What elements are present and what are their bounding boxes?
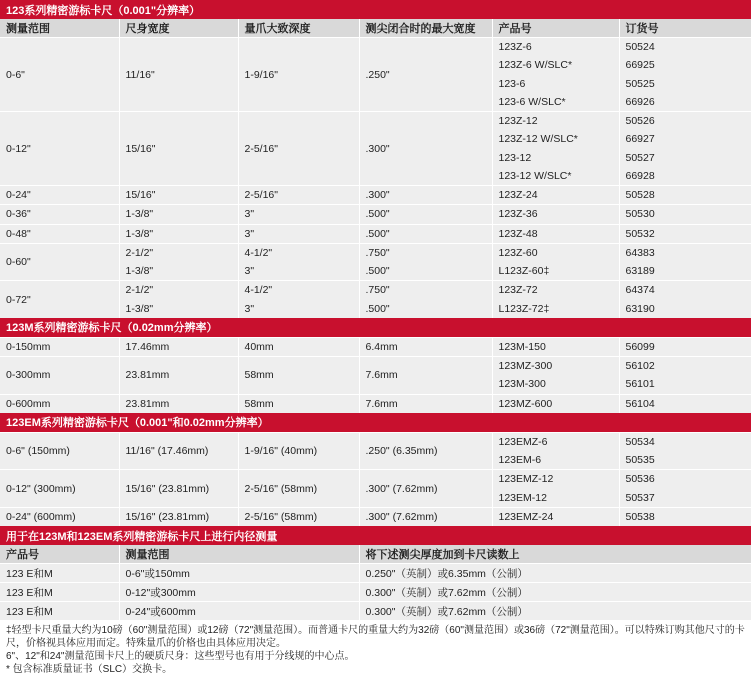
product-number: 123Z-12 — [498, 115, 538, 127]
product-number-cell — [492, 281, 619, 318]
width-cell: 11/16" (17.46mm) — [119, 432, 238, 470]
order-number: 56099 — [625, 340, 655, 353]
table-row — [0, 357, 751, 395]
tip-thickness-cell: 0.300"（英制）或7.62mm（公制） — [359, 583, 751, 602]
width-value-cell — [119, 243, 238, 281]
order-number: 50526 — [625, 115, 655, 127]
column-header: 产品号 — [0, 545, 119, 564]
width-value: 1-3/8" — [125, 302, 154, 315]
tip-value-cell — [359, 243, 492, 281]
header-row — [0, 19, 751, 38]
product-number-cell — [492, 394, 619, 413]
depth-cell: 2-5/16" — [238, 112, 359, 186]
range-cell: 0-48" — [0, 224, 119, 243]
order-number: 64374 — [625, 284, 655, 297]
product-number: 123Z-24 — [498, 189, 538, 201]
column-header: 测尖闭合时的最大宽度 — [359, 19, 492, 38]
section-title: 123EM系列精密游标卡尺（0.001"和0.02mm分辨率） — [0, 413, 751, 433]
order-number: 50537 — [625, 491, 655, 504]
order-number: 50532 — [625, 227, 655, 240]
width-cell: 15/16" — [119, 112, 238, 186]
depth-value: 4-1/2" — [244, 284, 273, 297]
column-header: 订货号 — [619, 19, 751, 38]
section-title: 123系列精密游标卡尺（0.001"分辨率） — [0, 0, 751, 19]
product-cell: 123 E和M — [0, 564, 119, 583]
column-header: 产品号 — [492, 19, 619, 38]
depth-cell: 1-9/16" (40mm) — [238, 432, 359, 470]
product-number-cell — [492, 112, 619, 186]
order-number: 66925 — [625, 59, 655, 72]
range-cell: 0-6" — [0, 38, 119, 112]
order-number: 63189 — [625, 265, 655, 277]
width-cell: 15/16" (23.81mm) — [119, 507, 238, 526]
section-title: 用于在123M和123EM系列精密游标卡尺上进行内径测量 — [0, 526, 751, 545]
footnote-slc: * 包含标准质量证书（SLC）交换卡。 — [6, 664, 173, 675]
column-header: 尺身宽度 — [119, 19, 238, 38]
order-number-cell — [619, 357, 751, 395]
tip-cell: .300" (7.62mm) — [359, 507, 492, 526]
range-cell: 0-12" (300mm) — [0, 470, 119, 508]
order-number-cell — [619, 224, 751, 243]
table-row — [0, 432, 751, 470]
order-number: 50534 — [625, 435, 655, 448]
table-row — [0, 112, 751, 186]
order-number-cell — [619, 38, 751, 112]
range-cell: 0-24" — [0, 186, 119, 205]
product-number: 123EM-6 — [498, 454, 542, 466]
order-number-cell — [619, 337, 751, 356]
tip-value: .500" — [365, 302, 390, 315]
product-number: 123M-300 — [498, 378, 546, 391]
product-number-cell — [492, 432, 619, 470]
order-number-cell — [619, 507, 751, 526]
order-number: 56104 — [625, 397, 655, 410]
section-title-row — [0, 318, 751, 338]
tip-cell: .500" — [359, 224, 492, 243]
product-number: 123EM-12 — [498, 491, 547, 504]
depth-value-cell — [238, 243, 359, 281]
range-cell: 0-72" — [0, 281, 119, 318]
width-value: 2-1/2" — [125, 284, 154, 297]
column-header: 将下述测尖厚度加到卡尺读数上 — [359, 545, 751, 564]
product-number: 123Z-6 W/SLC* — [498, 59, 573, 72]
table-row — [0, 38, 751, 112]
width-cell: 11/16" — [119, 38, 238, 112]
tip-cell: .300" (7.62mm) — [359, 470, 492, 508]
table-row — [0, 281, 751, 318]
order-number: 50538 — [625, 510, 655, 523]
range-cell: 0-6" (150mm) — [0, 432, 119, 470]
product-number: 123Z-48 — [498, 227, 538, 240]
section-title-row — [0, 0, 751, 19]
order-number: 66928 — [625, 169, 655, 182]
product-cell: 123 E和M — [0, 602, 119, 621]
range-cell: 0-300mm — [0, 357, 119, 395]
product-number-cell — [492, 38, 619, 112]
depth-cell: 3" — [238, 205, 359, 224]
product-number: 123M-150 — [498, 340, 546, 353]
table-row — [0, 564, 751, 583]
product-number-cell — [492, 507, 619, 526]
width-value: 1-3/8" — [125, 265, 154, 277]
tip-cell: 7.6mm — [359, 394, 492, 413]
depth-value: 3" — [244, 302, 255, 315]
order-number-cell — [619, 281, 751, 318]
order-number-cell — [619, 243, 751, 281]
depth-cell: 40mm — [238, 337, 359, 356]
order-number: 50535 — [625, 454, 655, 466]
footnotes — [0, 620, 751, 676]
tip-thickness-cell: 0.300"（英制）或7.62mm（公制） — [359, 602, 751, 621]
width-cell: 23.81mm — [119, 357, 238, 395]
tip-value: .500" — [365, 265, 390, 277]
tip-cell: .300" — [359, 186, 492, 205]
column-header: 测量范围 — [0, 19, 119, 38]
width-cell: 1-3/8" — [119, 224, 238, 243]
order-number: 50525 — [625, 77, 655, 90]
depth-cell: 58mm — [238, 394, 359, 413]
order-number: 64383 — [625, 246, 655, 259]
product-number: 123Z-6 — [498, 41, 532, 53]
table-row — [0, 507, 751, 526]
footnote-hardened-frame: 6"、12"和24"测量范围卡尺上的硬质尺身：这些型号也有用于分线规的中心点。 — [6, 651, 355, 662]
product-cell: 123 E和M — [0, 583, 119, 602]
range-cell: 0-6"或150mm — [119, 564, 359, 583]
width-cell: 23.81mm — [119, 394, 238, 413]
table-row — [0, 470, 751, 508]
range-cell: 0-24"或600mm — [119, 602, 359, 621]
range-cell: 0-60" — [0, 243, 119, 281]
order-number-cell — [619, 112, 751, 186]
tip-cell: .250" (6.35mm) — [359, 432, 492, 470]
product-number-cell — [492, 205, 619, 224]
range-cell: 0-36" — [0, 205, 119, 224]
product-number: 123EMZ-12 — [498, 473, 554, 486]
product-number: 123-12 — [498, 151, 532, 164]
order-number: 66927 — [625, 133, 655, 146]
tip-value-cell — [359, 281, 492, 318]
order-number: 50524 — [625, 41, 655, 53]
range-cell: 0-12"或300mm — [119, 583, 359, 602]
width-cell: 1-3/8" — [119, 205, 238, 224]
section-title-row — [0, 413, 751, 433]
range-cell: 0-150mm — [0, 337, 119, 356]
order-number: 50536 — [625, 473, 655, 486]
depth-cell: 1-9/16" — [238, 38, 359, 112]
column-header: 量爪大致深度 — [238, 19, 359, 38]
order-number-cell — [619, 432, 751, 470]
width-cell: 17.46mm — [119, 337, 238, 356]
order-number: 56101 — [625, 378, 655, 391]
table-row — [0, 583, 751, 602]
product-number-cell — [492, 186, 619, 205]
product-number: 123-6 — [498, 77, 526, 90]
tip-cell: .500" — [359, 205, 492, 224]
tip-value: .750" — [365, 246, 390, 259]
section-title-row — [0, 526, 751, 545]
product-number: 123MZ-600 — [498, 397, 553, 410]
tip-value: .750" — [365, 284, 390, 297]
column-header: 测量范围 — [119, 545, 359, 564]
product-number-cell — [492, 470, 619, 508]
product-number-cell — [492, 357, 619, 395]
product-number: 123-12 W/SLC* — [498, 169, 572, 182]
section-title: 123M系列精密游标卡尺（0.02mm分辨率） — [0, 318, 751, 338]
width-value-cell — [119, 281, 238, 318]
product-number: 123EMZ-24 — [498, 510, 554, 523]
order-number: 50528 — [625, 189, 655, 201]
footnote-weight: ‡轻型卡尺重量大约为10磅（60"测量范围）或12磅（72"测量范围）。而普通卡尺的重量大约为32磅（60"测量范围）或36磅（72"测量范围）。可以特殊订购其他尺寸的卡尺，价格视具体应用而定。特殊量爪的价格也由具体应用决定。 — [6, 625, 745, 649]
product-number: 123MZ-300 — [498, 360, 553, 372]
product-number: 123Z-36 — [498, 208, 538, 221]
order-number: 50527 — [625, 151, 655, 164]
product-number: 123-6 W/SLC* — [498, 95, 566, 108]
product-number: L123Z-72‡ — [498, 302, 550, 315]
tip-cell: 6.4mm — [359, 337, 492, 356]
product-number: 123Z-12 W/SLC* — [498, 133, 578, 146]
order-number-cell — [619, 205, 751, 224]
product-number-cell — [492, 243, 619, 281]
product-number: 123Z-72 — [498, 284, 538, 297]
order-number-cell — [619, 186, 751, 205]
depth-cell: 2-5/16" (58mm) — [238, 507, 359, 526]
depth-cell: 2-5/16" (58mm) — [238, 470, 359, 508]
order-number: 56102 — [625, 360, 655, 372]
order-number: 50530 — [625, 208, 655, 221]
range-cell: 0-24" (600mm) — [0, 507, 119, 526]
product-number: 123EMZ-6 — [498, 435, 548, 448]
depth-value: 4-1/2" — [244, 246, 273, 259]
width-value: 2-1/2" — [125, 246, 154, 259]
table-row — [0, 394, 751, 413]
table-row — [0, 337, 751, 356]
product-number-cell — [492, 224, 619, 243]
tip-cell: .300" — [359, 112, 492, 186]
tip-cell: .250" — [359, 38, 492, 112]
depth-cell: 2-5/16" — [238, 186, 359, 205]
order-number: 66926 — [625, 95, 655, 108]
order-number-cell — [619, 470, 751, 508]
table-row — [0, 243, 751, 281]
product-number: 123Z-60 — [498, 246, 538, 259]
table-row — [0, 602, 751, 621]
order-number-cell — [619, 394, 751, 413]
range-cell: 0-12" — [0, 112, 119, 186]
product-number: L123Z-60‡ — [498, 265, 550, 277]
depth-cell: 58mm — [238, 357, 359, 395]
order-number: 63190 — [625, 302, 655, 315]
tip-cell: 7.6mm — [359, 357, 492, 395]
product-number-cell — [492, 337, 619, 356]
width-cell: 15/16" — [119, 186, 238, 205]
range-cell: 0-600mm — [0, 394, 119, 413]
tip-thickness-cell: 0.250"（英制）或6.35mm（公制） — [359, 564, 751, 583]
depth-value-cell — [238, 281, 359, 318]
table-row — [0, 186, 751, 205]
depth-value: 3" — [244, 265, 255, 277]
header-row — [0, 545, 751, 564]
depth-cell: 3" — [238, 224, 359, 243]
table-row — [0, 205, 751, 224]
width-cell: 15/16" (23.81mm) — [119, 470, 238, 508]
table-row — [0, 224, 751, 243]
